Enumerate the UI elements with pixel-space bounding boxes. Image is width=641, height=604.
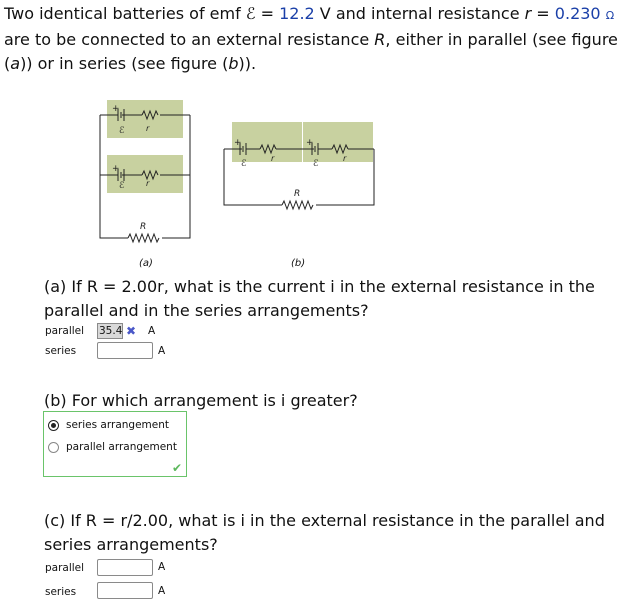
fig-a-ref: a [10, 54, 21, 73]
part-a-series-label: series [45, 345, 77, 357]
part-a-parallel-label: parallel [45, 325, 85, 337]
r-value: 0.230 [554, 4, 601, 23]
emf-value: 12.2 [279, 4, 315, 23]
part-a-series-input[interactable] [97, 342, 153, 359]
circuit-figure [90, 95, 390, 255]
plus-sign: + [234, 138, 242, 148]
intro-text: = [255, 4, 280, 23]
r-label: r [343, 154, 347, 163]
emf-symbol: ℰ [245, 4, 256, 23]
part-c-parallel-unit: A [158, 561, 166, 573]
intro-text: )). [238, 54, 257, 73]
intro-text: , either in parallel (see figure [385, 30, 618, 49]
radio-parallel[interactable] [48, 442, 59, 453]
emf-label: ℰ [241, 159, 247, 169]
part-a-parallel-unit: A [148, 325, 156, 337]
correct-icon: ✔ [171, 461, 182, 475]
part-c-parallel-label: parallel [45, 562, 85, 574]
r-label: r [271, 154, 275, 163]
part-c-line2: series arrangements? [44, 535, 218, 554]
intro-text: V and internal resistance [314, 4, 525, 23]
part-a-line2: parallel and in the series arrangements? [44, 301, 369, 320]
choice-series-label[interactable]: series arrangement [66, 419, 169, 431]
choice-parallel-label[interactable]: parallel arrangement [66, 441, 177, 453]
emf-label: ℰ [313, 159, 319, 169]
intro-text: are to be connected to an external resistance [4, 30, 375, 49]
intro-text: = [531, 4, 555, 23]
emf-label: ℰ [119, 181, 125, 191]
battery-box-1 [232, 122, 302, 162]
R-label: R [140, 222, 147, 232]
r-symbol: r [524, 4, 532, 23]
intro-text: )) or in series (see figure ( [20, 54, 229, 73]
part-c-series-unit: A [158, 585, 166, 597]
intro-text: ( [4, 54, 11, 73]
plus-sign: + [112, 104, 120, 114]
part-c-series-input[interactable] [97, 582, 153, 599]
fig-b-ref: b [228, 54, 239, 73]
ohm-unit: Ω [605, 9, 615, 22]
R-symbol: R [374, 30, 386, 49]
r-label: r [146, 179, 150, 188]
caption-a: (a) [139, 258, 153, 269]
part-a-series-unit: A [158, 345, 166, 357]
problem-statement [4, 2, 640, 76]
part-c-series-label: series [45, 586, 77, 598]
R-label: R [294, 189, 301, 199]
part-b-question: (b) For which arrangement is i greater? [44, 391, 358, 410]
plus-sign: + [112, 164, 120, 174]
plus-sign: + [306, 138, 314, 148]
answer-choices [43, 411, 187, 477]
caption-b: (b) [291, 258, 306, 269]
part-c-question [44, 509, 605, 557]
part-c-parallel-input[interactable] [97, 559, 153, 576]
radio-series[interactable] [48, 420, 59, 431]
intro-text: Two identical batteries of emf [4, 4, 246, 23]
wrong-icon: ✖ [126, 324, 137, 338]
part-a-question [44, 275, 595, 323]
part-c-line1: (c) If R = r/2.00, what is i in the external resistance in the parallel and [44, 511, 605, 530]
part-a-parallel-input[interactable]: 35.4 [99, 325, 123, 337]
part-a-line1: (a) If R = 2.00r, what is the current i in the external resistance in the [44, 277, 595, 296]
r-label: r [146, 124, 150, 133]
emf-label: ℰ [119, 126, 125, 136]
